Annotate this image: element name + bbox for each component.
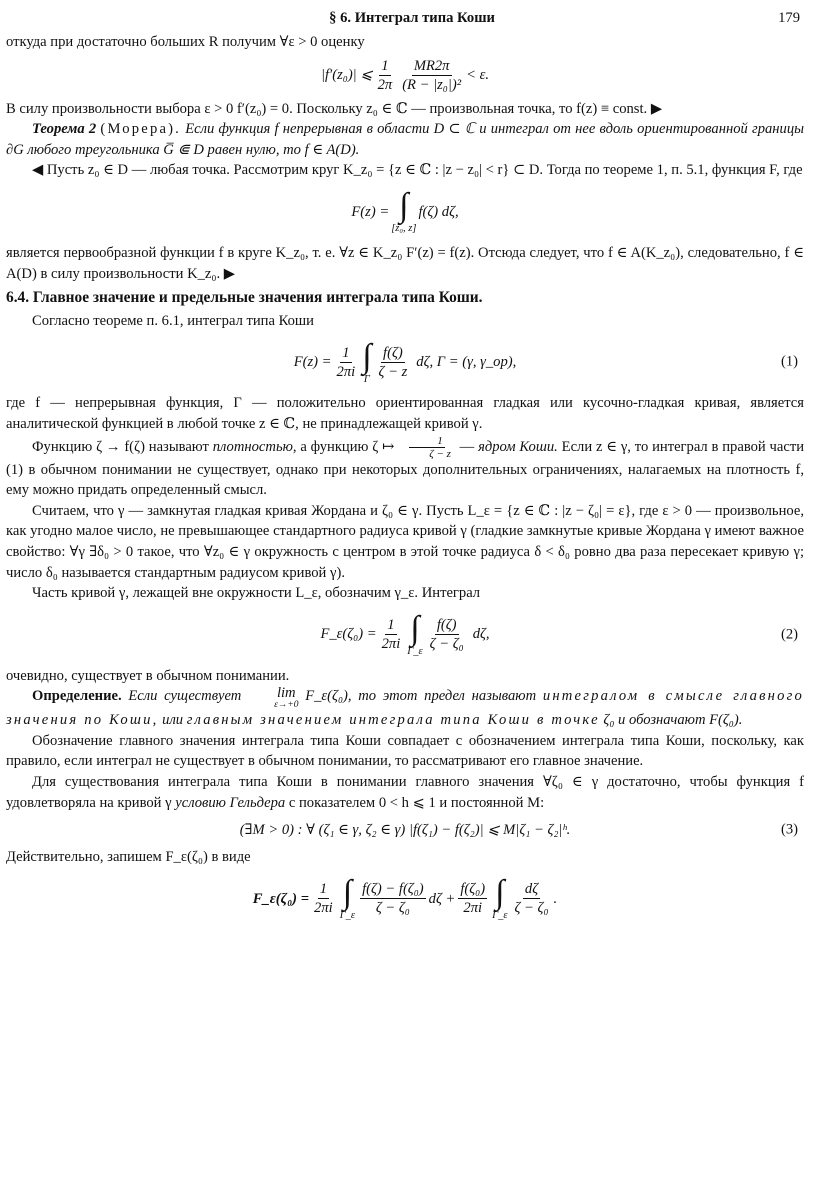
equation-F [6, 181, 804, 243]
integral-sign: ∫ Γ_ε [492, 874, 508, 922]
theorem-text: Если функция f непрерывная в области D ⊂ ℂ и интеграл от нее вдоль ориентированной границы ∂G любого треугольника G̅ ⋐ D равен нулю, то f ∈ A(D). [6, 121, 804, 158]
fraction: $\frac{d\zeta}{\text{ζ − ζ₀}}$ [514, 881, 549, 917]
paragraph: ◀ Пусть z₀ ∈ D — любая точка. Рассмотрим круг K_z₀ = {z ∈ ℂ : |z − z₀| < r} ⊂ D. Тогда по теореме 1, п. 5.1, функция F, где [32, 162, 803, 179]
eq-lhs: F_ε(ζ₀) = [252, 890, 310, 907]
fraction: $\frac{1}{2\pi i}$ [381, 617, 401, 653]
running-header [6, 8, 804, 32]
paragraph: Функцию ζ → f(ζ) называют плотностью, а функцию ζ ↦ $\frac{1}{\zeta - z}$ — ядром Коши. Если z ∈ γ, то интеграл в правой части (1) в обычном понимании не существует, однако при некоторых дополнительных ограничениях, налагаемых на плотность f, ему можно придать определенный смысл. [6, 434, 805, 499]
integral-sign: ∫ Γ [362, 337, 372, 385]
limit-operator: lim ε→+0 [274, 685, 299, 711]
section-heading: 6.4. Главное значение и предельные значения интеграла типа Коши. [6, 289, 483, 307]
fraction: $\frac{\text{f(ζ) − f(ζ₀)}}{\text{ζ − ζ₀}}$ [362, 881, 424, 917]
defined-term: главным значением интеграла типа Коши в точке [186, 712, 600, 729]
definition: Определение. Если существует lim ε→+0 F_ε(ζ₀), то этот предел называют интегралом в смысле главного значения по Коши, или главным значением интеграла типа Коши в точке ζ₀ и обозначают F(ζ₀). [6, 685, 804, 729]
fraction: $\frac{1}{2\pi}$ [377, 58, 393, 94]
fraction: $\frac{1}{2\pi i}$ [336, 344, 356, 380]
defined-term: интегралом в смысле главного значения по Коши, [6, 688, 804, 729]
paragraph: Обозначение главного значения интеграла типа Коши совпадает с обозначением интеграла типа Коши, поскольку, как правило, если интеграл не существует в обычном понимании, то рассматривают его главное значение. [6, 732, 804, 770]
paragraph: Согласно теореме п. 6.1, интеграл типа Коши [32, 312, 314, 329]
paragraph: Действительно, запишем F_ε(ζ₀) в виде [6, 849, 251, 866]
section-title: § 6. Интеграл типа Коши [329, 10, 495, 26]
integral-sign: ∫ Γ_ε [339, 874, 356, 922]
theorem-label: Теорема 2 [32, 121, 97, 138]
theorem-author: (Морера). [100, 121, 182, 138]
integral-sign: ∫ Γ_ε [407, 610, 423, 658]
equation-2 [6, 604, 804, 666]
fraction: $\frac{\text{f(ζ₀)}}{2\pi i}$ [460, 881, 486, 917]
paragraph: В силу произвольности выбора ε > 0 f′(z₀) = 0. Поскольку z₀ ∈ ℂ — произвольная точка, то f(z) ≡ const. ▶ [6, 100, 663, 117]
equation-1 [6, 331, 804, 393]
equation-3 [6, 813, 804, 847]
paragraph: Часть кривой γ, лежащей вне окружности L_ε, обозначим γ_ε. Интеграл [32, 585, 481, 602]
fraction: $\frac{f(\zeta)}{\text{ζ − ζ₀}}$ [429, 617, 464, 653]
equation-number: (1) [780, 354, 798, 371]
equation-number: (3) [780, 821, 798, 838]
eq-tail: dζ, [472, 626, 490, 643]
paragraph: является первообразной функции f в круге K_z₀, т. е. ∀z ∈ K_z₀ F′(z) = f(z). Отсюда следует, что f ∈ A(K_z₀), следовательно, f ∈ A(D) в силу произвольности K_z₀. ▶ [6, 244, 804, 282]
equation-estimate [6, 53, 804, 99]
integrand: f(ζ) dζ, [418, 203, 459, 220]
fraction: $\frac{MR2\pi}{\text{(R − |z₀|)²}}$ [402, 58, 462, 94]
eq-lhs: F(z) = [293, 354, 332, 371]
paragraph: очевидно, существует в обычном понимании. [6, 667, 290, 684]
equation-last: F_ε(ζ₀) = $\frac{1}{2\pi i}$ ∫ Γ_ε $\frac{\text{f(ζ) − f(ζ₀)}}{\text{ζ − ζ₀}}$ dζ + $\frac{\text{f(ζ₀)}}{2\pi i}$ ∫ Γ_ε $\frac{d\zeta}{\text{ζ − ζ₀}}$ . [252, 874, 558, 922]
theorem [6, 119, 804, 160]
eq-lhs: |f′(z₀)| ⩽ [320, 67, 373, 84]
paragraph: Для существования интеграла типа Коши в понимании главного значения ∀ζ₀ ∈ γ достаточно, чтобы функция f удовлетворяла на кривой γ условию Гельдера с показателем 0 < h ⩽ 1 и постоянной M: [6, 774, 804, 811]
fraction: $\frac{1}{\zeta - z}$ [401, 435, 453, 460]
fraction: $\frac{1}{2\pi i}$ [314, 881, 333, 917]
eq-lhs: F(z) = [351, 203, 390, 220]
paragraph: Считаем, что γ — замкнутая гладкая кривая Жордана и ζ₀ ∈ γ. Пусть L_ε = {z ∈ ℂ : |z − ζ₀| = ε}, где ε > 0 — произвольное, как угодно малое число, не превышающее стандартного радиуса кривой γ (гладкие замкнутые кривые Жордана γ имеют важное свойство: ∀γ ∃δ₀ > 0 такое, что ∀z₀ ∈ γ окружность с центром в этой точке радиуса δ < δ₀ ровно два раза пересекает кривую γ; число δ₀ называется стандартным радиусом кривой γ). [6, 502, 804, 581]
definition-label: Определение. [32, 688, 122, 705]
paragraph: откуда при достаточно больших R получим ∀ε > 0 оценку [6, 34, 365, 50]
page-number: 179 [778, 10, 800, 26]
equation-number: (2) [780, 626, 798, 643]
eq-tail: dζ, Γ = (γ, γ_ор), [416, 354, 517, 371]
eq-lhs: F_ε(ζ₀) = [320, 626, 377, 643]
fraction: $\frac{f(\zeta)}{\zeta - z}$ [378, 344, 408, 380]
eq-rhs: < ε. [466, 67, 490, 84]
integral-sign: ∫ [z₀, z] [391, 187, 417, 235]
paragraph: где f — непрерывная функция, Γ — положительно ориентированная гладкая или кусочно-гладкая кривая, является аналитической функцией в любой точке z ∈ ℂ, не принадлежащей кривой γ. [6, 395, 804, 432]
eq-body: (∃M > 0) : ∀ (ζ₁ ∈ γ, ζ₂ ∈ γ) |f(ζ₁) − f(ζ₂)| ⩽ M|ζ₁ − ζ₂|ʰ. [239, 821, 571, 838]
